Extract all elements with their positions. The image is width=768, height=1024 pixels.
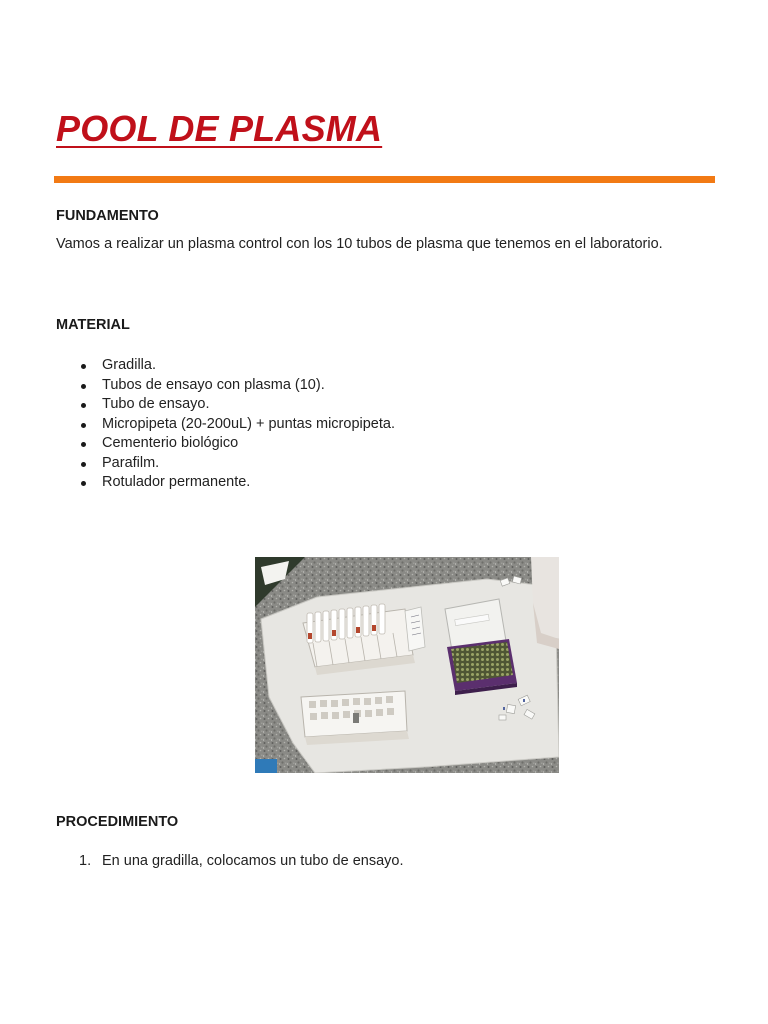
procedimiento-steps	[56, 851, 403, 871]
list-item-label: Gradilla.	[102, 357, 156, 373]
material-heading: MATERIAL	[56, 317, 130, 333]
list-item-label: Micropipeta (20-200uL) + puntas micropipeta.	[102, 415, 395, 432]
fundamento-heading: FUNDAMENTO	[56, 208, 159, 224]
step-number: 1.	[79, 853, 92, 869]
fundamento-text: Vamos a realizar un plasma control con los 10 tubos de plasma que tenemos en el laboratorio.	[56, 236, 663, 252]
list-item	[56, 356, 395, 376]
orange-divider	[54, 176, 715, 183]
list-item-label: Parafilm.	[102, 454, 160, 471]
list-item-label: Tubo de ensayo.	[102, 396, 210, 412]
bullet-icon	[81, 423, 86, 428]
bullet-icon	[81, 462, 86, 467]
bullet-icon	[81, 364, 86, 369]
list-item	[56, 851, 403, 871]
procedimiento-heading: PROCEDIMIENTO	[56, 814, 179, 830]
list-item	[56, 376, 395, 396]
list-item	[56, 415, 395, 435]
list-item	[56, 454, 395, 474]
step-text: En una gradilla, colocamos un tubo de ensayo.	[102, 853, 404, 869]
list-item	[56, 473, 395, 493]
list-item	[56, 434, 395, 454]
list-item-label: Tubos de ensayo con plasma (10).	[102, 376, 325, 393]
list-item-label: Cementerio biológico	[102, 435, 239, 451]
bullet-icon	[81, 442, 86, 447]
list-item-label: Rotulador permanente.	[102, 474, 251, 490]
list-item	[56, 395, 395, 415]
bullet-icon	[81, 481, 86, 486]
material-list	[56, 356, 395, 493]
lab-materials-photo	[255, 557, 559, 773]
page-title: POOL DE PLASMA	[56, 108, 383, 149]
bullet-icon	[81, 384, 86, 389]
bullet-icon	[81, 403, 86, 408]
